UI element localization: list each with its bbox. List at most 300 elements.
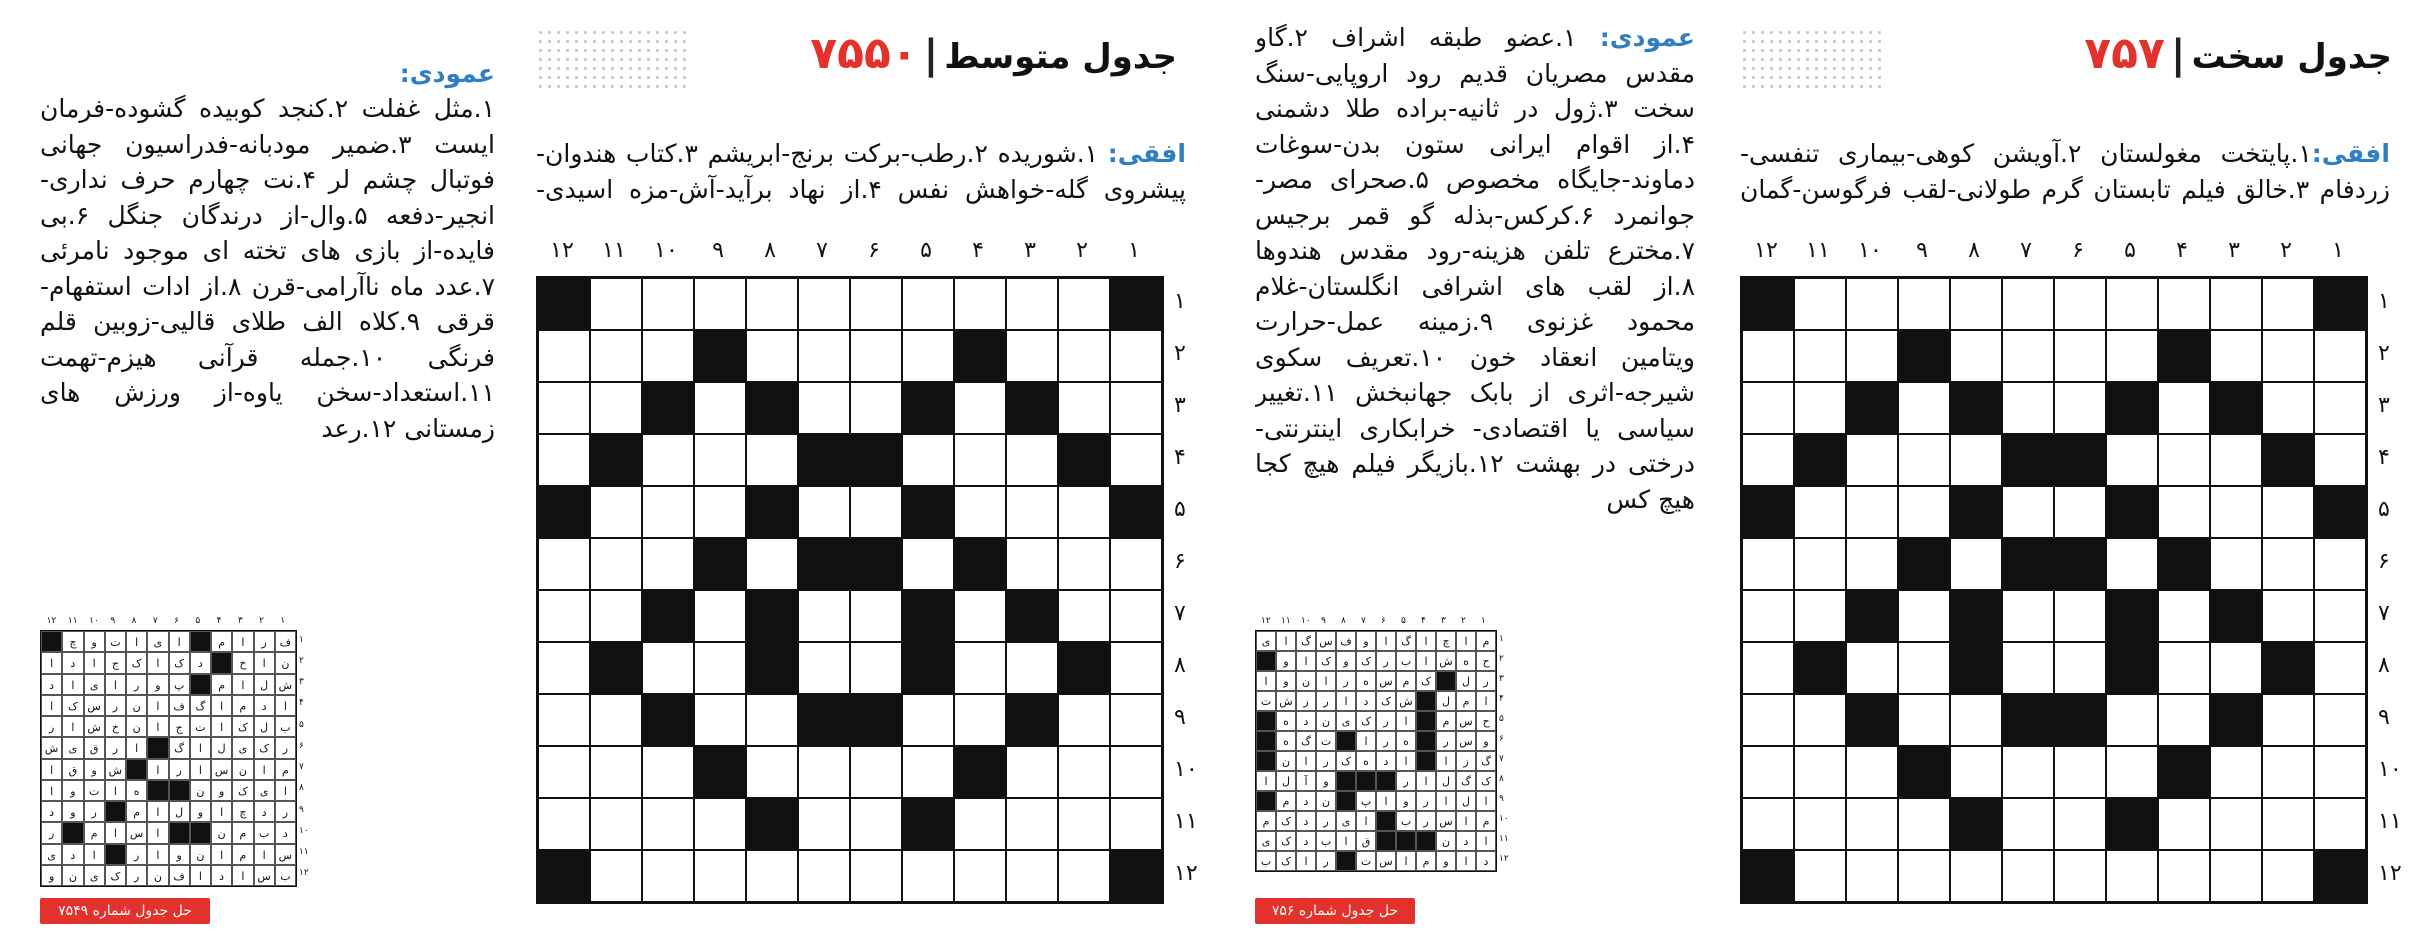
medium-cell-r12c2[interactable] [1058,850,1110,902]
medium-cell-r6c1[interactable] [1110,538,1162,590]
medium-cell-r3c12[interactable] [538,382,590,434]
hard-cell-r3c2[interactable] [2262,382,2314,434]
medium-cell-r3c8[interactable] [746,382,798,434]
hard-cell-r8c4[interactable] [2158,642,2210,694]
hard-cell-r12c6[interactable] [2054,850,2106,902]
hard-cell-r3c9[interactable] [1898,382,1950,434]
medium-cell-r2c9[interactable] [694,330,746,382]
medium-cell-r5c10[interactable] [642,486,694,538]
medium-cell-r12c4[interactable] [954,850,1006,902]
medium-cell-r6c3[interactable] [1006,538,1058,590]
medium-cell-r4c7[interactable] [798,434,850,486]
medium-cell-r12c5[interactable] [902,850,954,902]
medium-cell-r9c3[interactable] [1006,694,1058,746]
medium-cell-r1c12[interactable] [538,278,590,330]
hard-cell-r7c6[interactable] [2054,590,2106,642]
hard-cell-r1c9[interactable] [1898,278,1950,330]
hard-cell-r12c11[interactable] [1794,850,1846,902]
hard-cell-r1c10[interactable] [1846,278,1898,330]
hard-cell-r9c2[interactable] [2262,694,2314,746]
hard-cell-r8c9[interactable] [1898,642,1950,694]
hard-cell-r9c3[interactable] [2210,694,2262,746]
hard-cell-r8c11[interactable] [1794,642,1846,694]
medium-cell-r5c9[interactable] [694,486,746,538]
medium-cell-r10c9[interactable] [694,746,746,798]
hard-cell-r1c6[interactable] [2054,278,2106,330]
medium-cell-r2c8[interactable] [746,330,798,382]
medium-cell-r1c2[interactable] [1058,278,1110,330]
medium-cell-r9c12[interactable] [538,694,590,746]
medium-cell-r2c2[interactable] [1058,330,1110,382]
medium-cell-r7c6[interactable] [850,590,902,642]
hard-cell-r9c11[interactable] [1794,694,1846,746]
medium-cell-r11c9[interactable] [694,798,746,850]
hard-cell-r9c4[interactable] [2158,694,2210,746]
hard-cell-r5c3[interactable] [2210,486,2262,538]
medium-cell-r9c4[interactable] [954,694,1006,746]
medium-cell-r6c7[interactable] [798,538,850,590]
hard-cell-r8c5[interactable] [2106,642,2158,694]
medium-cell-r10c4[interactable] [954,746,1006,798]
hard-cell-r5c9[interactable] [1898,486,1950,538]
hard-cell-r4c3[interactable] [2210,434,2262,486]
hard-cell-r6c6[interactable] [2054,538,2106,590]
hard-cell-r11c11[interactable] [1794,798,1846,850]
medium-cell-r1c11[interactable] [590,278,642,330]
hard-cell-r6c11[interactable] [1794,538,1846,590]
medium-cell-r10c5[interactable] [902,746,954,798]
medium-cell-r8c2[interactable] [1058,642,1110,694]
hard-cell-r7c4[interactable] [2158,590,2210,642]
hard-cell-r6c2[interactable] [2262,538,2314,590]
hard-cell-r3c7[interactable] [2002,382,2054,434]
hard-cell-r10c5[interactable] [2106,746,2158,798]
hard-cell-r5c11[interactable] [1794,486,1846,538]
hard-cell-r11c6[interactable] [2054,798,2106,850]
medium-cell-r1c7[interactable] [798,278,850,330]
medium-cell-r9c8[interactable] [746,694,798,746]
hard-cell-r7c10[interactable] [1846,590,1898,642]
hard-cell-r7c5[interactable] [2106,590,2158,642]
hard-solution-row-number: ۴ [1499,694,1504,704]
hard-cell-r1c4[interactable] [2158,278,2210,330]
medium-cell-r4c6[interactable] [850,434,902,486]
hard-cell-r12c8[interactable] [1950,850,2002,902]
medium-cell-r9c2[interactable] [1058,694,1110,746]
medium-cell-r3c6[interactable] [850,382,902,434]
medium-cell-r12c3[interactable] [1006,850,1058,902]
medium-cell-r4c8[interactable] [746,434,798,486]
hard-cell-r12c4[interactable] [2158,850,2210,902]
medium-cell-r5c2[interactable] [1058,486,1110,538]
hard-cell-r6c12[interactable] [1742,538,1794,590]
medium-cell-r8c5[interactable] [902,642,954,694]
medium-cell-r2c5[interactable] [902,330,954,382]
hard-cell-r3c11[interactable] [1794,382,1846,434]
medium-cell-r9c10[interactable] [642,694,694,746]
hard-cell-r11c1[interactable] [2314,798,2366,850]
medium-cell-r10c6[interactable] [850,746,902,798]
medium-cell-r6c2[interactable] [1058,538,1110,590]
hard-cell-r12c1[interactable] [2314,850,2366,902]
medium-cell-r8c4[interactable] [954,642,1006,694]
hard-cell-r4c2[interactable] [2262,434,2314,486]
medium-cell-r2c10[interactable] [642,330,694,382]
hard-cell-r2c8[interactable] [1950,330,2002,382]
hard-cell-r2c2[interactable] [2262,330,2314,382]
hard-cell-r6c7[interactable] [2002,538,2054,590]
hard-cell-r4c8[interactable] [1950,434,2002,486]
medium-cell-r6c9[interactable] [694,538,746,590]
hard-cell-r5c6[interactable] [2054,486,2106,538]
medium-solution-cell: ا [169,631,190,652]
hard-cell-r12c9[interactable] [1898,850,1950,902]
hard-solution-cell: ت [1256,691,1276,711]
hard-cell-r4c6[interactable] [2054,434,2106,486]
medium-cell-r7c7[interactable] [798,590,850,642]
hard-cell-r1c2[interactable] [2262,278,2314,330]
hard-cell-r1c7[interactable] [2002,278,2054,330]
medium-cell-r5c7[interactable] [798,486,850,538]
hard-cell-r9c9[interactable] [1898,694,1950,746]
medium-cell-r11c3[interactable] [1006,798,1058,850]
hard-cell-r9c6[interactable] [2054,694,2106,746]
medium-solution-cell: ک [105,865,126,886]
hard-cell-r5c10[interactable] [1846,486,1898,538]
medium-cell-r1c3[interactable] [1006,278,1058,330]
hard-cell-r6c1[interactable] [2314,538,2366,590]
hard-cell-r9c12[interactable] [1742,694,1794,746]
medium-cell-r2c3[interactable] [1006,330,1058,382]
medium-cell-r3c11[interactable] [590,382,642,434]
medium-cell-r1c9[interactable] [694,278,746,330]
hard-cell-r6c9[interactable] [1898,538,1950,590]
medium-cell-r7c1[interactable] [1110,590,1162,642]
medium-cell-r1c4[interactable] [954,278,1006,330]
hard-cell-r11c2[interactable] [2262,798,2314,850]
hard-cell-r10c4[interactable] [2158,746,2210,798]
medium-cell-r6c12[interactable] [538,538,590,590]
hard-cell-r4c11[interactable] [1794,434,1846,486]
medium-cell-r6c4[interactable] [954,538,1006,590]
medium-cell-r6c11[interactable] [590,538,642,590]
medium-cell-r9c1[interactable] [1110,694,1162,746]
hard-solution-column-number: ۵ [1401,616,1406,626]
medium-cell-r12c11[interactable] [590,850,642,902]
medium-cell-r6c6[interactable] [850,538,902,590]
hard-cell-r7c3[interactable] [2210,590,2262,642]
hard-cell-r11c12[interactable] [1742,798,1794,850]
hard-cell-r2c5[interactable] [2106,330,2158,382]
hard-cell-r11c10[interactable] [1846,798,1898,850]
medium-cell-r1c1[interactable] [1110,278,1162,330]
hard-solution-cell [1256,791,1276,811]
hard-cell-r9c8[interactable] [1950,694,2002,746]
medium-cell-r6c8[interactable] [746,538,798,590]
medium-cell-r11c12[interactable] [538,798,590,850]
hard-cell-r12c2[interactable] [2262,850,2314,902]
medium-cell-r12c10[interactable] [642,850,694,902]
medium-cell-r11c1[interactable] [1110,798,1162,850]
hard-cell-r8c12[interactable] [1742,642,1794,694]
medium-cell-r6c5[interactable] [902,538,954,590]
hard-cell-r9c7[interactable] [2002,694,2054,746]
hard-cell-r7c12[interactable] [1742,590,1794,642]
hard-cell-r12c3[interactable] [2210,850,2262,902]
hard-cell-r2c7[interactable] [2002,330,2054,382]
hard-cell-r8c6[interactable] [2054,642,2106,694]
medium-cell-r7c10[interactable] [642,590,694,642]
hard-cell-r7c7[interactable] [2002,590,2054,642]
hard-cell-r7c9[interactable] [1898,590,1950,642]
hard-cell-r10c3[interactable] [2210,746,2262,798]
hard-cell-r8c1[interactable] [2314,642,2366,694]
medium-cell-r8c7[interactable] [798,642,850,694]
medium-cell-r9c5[interactable] [902,694,954,746]
medium-cell-r7c3[interactable] [1006,590,1058,642]
hard-solution-cell: ر [1316,751,1336,771]
hard-cell-r8c3[interactable] [2210,642,2262,694]
hard-cell-r11c3[interactable] [2210,798,2262,850]
hard-cell-r3c5[interactable] [2106,382,2158,434]
medium-solution-cell: ا [254,652,275,673]
hard-cell-r6c8[interactable] [1950,538,2002,590]
medium-cell-r1c8[interactable] [746,278,798,330]
medium-cell-r10c7[interactable] [798,746,850,798]
hard-cell-r10c11[interactable] [1794,746,1846,798]
hard-cell-r3c10[interactable] [1846,382,1898,434]
medium-cell-r8c1[interactable] [1110,642,1162,694]
hard-cell-r1c3[interactable] [2210,278,2262,330]
hard-cell-r3c1[interactable] [2314,382,2366,434]
hard-cell-r4c4[interactable] [2158,434,2210,486]
medium-cell-r12c12[interactable] [538,850,590,902]
hard-cell-r3c6[interactable] [2054,382,2106,434]
hard-cell-r2c12[interactable] [1742,330,1794,382]
hard-cell-r10c1[interactable] [2314,746,2366,798]
medium-cell-r5c6[interactable] [850,486,902,538]
hard-cell-r8c8[interactable] [1950,642,2002,694]
hard-cell-r10c2[interactable] [2262,746,2314,798]
medium-cell-r7c8[interactable] [746,590,798,642]
medium-cell-r11c10[interactable] [642,798,694,850]
hard-cell-r8c2[interactable] [2262,642,2314,694]
hard-cell-r5c8[interactable] [1950,486,2002,538]
hard-cell-r9c1[interactable] [2314,694,2366,746]
medium-cell-r2c4[interactable] [954,330,1006,382]
medium-cell-r8c10[interactable] [642,642,694,694]
hard-cell-r2c11[interactable] [1794,330,1846,382]
medium-cell-r3c10[interactable] [642,382,694,434]
hard-cell-r12c12[interactable] [1742,850,1794,902]
hard-cell-r2c4[interactable] [2158,330,2210,382]
hard-cell-r11c7[interactable] [2002,798,2054,850]
medium-cell-r2c6[interactable] [850,330,902,382]
medium-cell-r8c8[interactable] [746,642,798,694]
medium-cell-r3c5[interactable] [902,382,954,434]
hard-cell-r1c1[interactable] [2314,278,2366,330]
hard-cell-r10c8[interactable] [1950,746,2002,798]
medium-cell-r11c8[interactable] [746,798,798,850]
medium-cell-r4c5[interactable] [902,434,954,486]
medium-cell-r10c10[interactable] [642,746,694,798]
medium-cell-r5c12[interactable] [538,486,590,538]
hard-cell-r4c12[interactable] [1742,434,1794,486]
hard-cell-r9c10[interactable] [1846,694,1898,746]
hard-cell-r2c1[interactable] [2314,330,2366,382]
medium-cell-r1c5[interactable] [902,278,954,330]
medium-cell-r5c1[interactable] [1110,486,1162,538]
medium-cell-r3c7[interactable] [798,382,850,434]
medium-cell-r10c12[interactable] [538,746,590,798]
medium-cell-r5c8[interactable] [746,486,798,538]
medium-cell-r10c3[interactable] [1006,746,1058,798]
medium-cell-r7c12[interactable] [538,590,590,642]
hard-cell-r5c4[interactable] [2158,486,2210,538]
hard-cell-r5c12[interactable] [1742,486,1794,538]
hard-cell-r5c5[interactable] [2106,486,2158,538]
hard-cell-r8c7[interactable] [2002,642,2054,694]
medium-cell-r7c11[interactable] [590,590,642,642]
hard-cell-r6c5[interactable] [2106,538,2158,590]
hard-cell-r10c6[interactable] [2054,746,2106,798]
hard-cell-r4c10[interactable] [1846,434,1898,486]
medium-cell-r5c11[interactable] [590,486,642,538]
hard-cell-r4c1[interactable] [2314,434,2366,486]
medium-cell-r6c10[interactable] [642,538,694,590]
medium-cell-r7c4[interactable] [954,590,1006,642]
medium-cell-r5c5[interactable] [902,486,954,538]
medium-cell-r9c9[interactable] [694,694,746,746]
hard-cell-r3c8[interactable] [1950,382,2002,434]
medium-cell-r11c5[interactable] [902,798,954,850]
medium-cell-r3c2[interactable] [1058,382,1110,434]
medium-cell-r3c4[interactable] [954,382,1006,434]
medium-cell-r8c9[interactable] [694,642,746,694]
hard-cell-r6c4[interactable] [2158,538,2210,590]
medium-cell-r8c11[interactable] [590,642,642,694]
hard-cell-r7c11[interactable] [1794,590,1846,642]
medium-cell-r12c9[interactable] [694,850,746,902]
hard-cell-r5c1[interactable] [2314,486,2366,538]
medium-cell-r7c5[interactable] [902,590,954,642]
medium-cell-r4c1[interactable] [1110,434,1162,486]
medium-cell-r7c9[interactable] [694,590,746,642]
hard-cell-r10c9[interactable] [1898,746,1950,798]
medium-cell-r4c3[interactable] [1006,434,1058,486]
hard-cell-r1c5[interactable] [2106,278,2158,330]
medium-cell-r5c3[interactable] [1006,486,1058,538]
medium-cell-r7c2[interactable] [1058,590,1110,642]
hard-cell-r4c5[interactable] [2106,434,2158,486]
medium-cell-r9c11[interactable] [590,694,642,746]
hard-cell-r3c12[interactable] [1742,382,1794,434]
hard-cell-r3c4[interactable] [2158,382,2210,434]
medium-cell-r4c11[interactable] [590,434,642,486]
hard-cell-r2c9[interactable] [1898,330,1950,382]
medium-cell-r12c6[interactable] [850,850,902,902]
medium-cell-r3c9[interactable] [694,382,746,434]
hard-cell-r2c3[interactable] [2210,330,2262,382]
hard-cell-r9c5[interactable] [2106,694,2158,746]
hard-cell-r11c4[interactable] [2158,798,2210,850]
medium-cell-r4c2[interactable] [1058,434,1110,486]
hard-cell-r1c12[interactable] [1742,278,1794,330]
medium-cell-r11c11[interactable] [590,798,642,850]
medium-cell-r4c4[interactable] [954,434,1006,486]
medium-solution-cell: ا [211,844,232,865]
medium-cell-r2c1[interactable] [1110,330,1162,382]
hard-cell-r5c2[interactable] [2262,486,2314,538]
hard-cell-r1c8[interactable] [1950,278,2002,330]
medium-cell-r1c6[interactable] [850,278,902,330]
hard-cell-r11c5[interactable] [2106,798,2158,850]
medium-solution-cell: د [62,652,83,673]
medium-cell-r10c1[interactable] [1110,746,1162,798]
hard-cell-r7c2[interactable] [2262,590,2314,642]
medium-cell-r10c8[interactable] [746,746,798,798]
medium-cell-r9c7[interactable] [798,694,850,746]
medium-cell-r4c9[interactable] [694,434,746,486]
medium-cell-r8c6[interactable] [850,642,902,694]
medium-cell-r2c7[interactable] [798,330,850,382]
hard-cell-r12c10[interactable] [1846,850,1898,902]
medium-cell-r5c4[interactable] [954,486,1006,538]
medium-cell-r11c6[interactable] [850,798,902,850]
medium-cell-r2c11[interactable] [590,330,642,382]
medium-cell-r11c2[interactable] [1058,798,1110,850]
medium-cell-r4c10[interactable] [642,434,694,486]
medium-cell-r12c7[interactable] [798,850,850,902]
medium-cell-r8c3[interactable] [1006,642,1058,694]
hard-cell-r5c7[interactable] [2002,486,2054,538]
hard-cell-r2c6[interactable] [2054,330,2106,382]
medium-cell-r1c10[interactable] [642,278,694,330]
hard-cell-r11c9[interactable] [1898,798,1950,850]
hard-cell-r2c10[interactable] [1846,330,1898,382]
hard-cell-r4c9[interactable] [1898,434,1950,486]
hard-cell-r6c10[interactable] [1846,538,1898,590]
hard-cell-r4c7[interactable] [2002,434,2054,486]
medium-solution-label: حل جدول شماره ۷۵۴۹ [40,898,210,924]
medium-cell-r11c7[interactable] [798,798,850,850]
medium-cell-r8c12[interactable] [538,642,590,694]
medium-cell-r12c1[interactable] [1110,850,1162,902]
medium-cell-r11c4[interactable] [954,798,1006,850]
hard-cell-r10c7[interactable] [2002,746,2054,798]
hard-cell-r12c5[interactable] [2106,850,2158,902]
hard-cell-r1c11[interactable] [1794,278,1846,330]
hard-cell-r6c3[interactable] [2210,538,2262,590]
hard-cell-r12c7[interactable] [2002,850,2054,902]
medium-cell-r2c12[interactable] [538,330,590,382]
medium-cell-r3c1[interactable] [1110,382,1162,434]
medium-cell-r3c3[interactable] [1006,382,1058,434]
hard-cell-r7c8[interactable] [1950,590,2002,642]
medium-cell-r10c11[interactable] [590,746,642,798]
hard-cell-r10c10[interactable] [1846,746,1898,798]
hard-cell-r8c10[interactable] [1846,642,1898,694]
hard-cell-r3c3[interactable] [2210,382,2262,434]
medium-cell-r4c12[interactable] [538,434,590,486]
hard-cell-r10c12[interactable] [1742,746,1794,798]
medium-cell-r10c2[interactable] [1058,746,1110,798]
medium-cell-r9c6[interactable] [850,694,902,746]
medium-cell-r12c8[interactable] [746,850,798,902]
hard-cell-r11c8[interactable] [1950,798,2002,850]
hard-cell-r7c1[interactable] [2314,590,2366,642]
medium-solution-cell: ا [211,801,232,822]
